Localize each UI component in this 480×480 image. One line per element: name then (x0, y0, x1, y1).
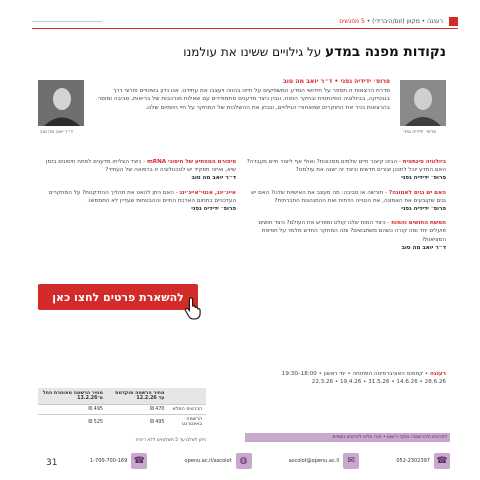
lecture-item: ביולוגיה סינתטית - הבינו קיצור חיים שלמים ממכונות? ואולי אף ליצור חיים מעבדה? האם המדע יוכל לתכנן יצורים חדשים וכיצד זה ישנה את עולמנו? פרופ׳ ידידיה גפני (246, 159, 446, 182)
price-table (38, 388, 206, 429)
page-title: נקודות מפנה במדע על גילויים ששינו את עולמנו (183, 44, 446, 60)
header-divider (32, 28, 458, 29)
photo-caption-left: ד״ר יואב מה טוב (40, 130, 73, 135)
globe-icon: ◍ (236, 453, 252, 469)
contact-footer (90, 452, 450, 470)
email-icon: ✉ (343, 453, 359, 469)
pointer-hand-icon (182, 296, 206, 320)
table-row: הרשמה באינטרנט 495 ₪ 525 ₪ (38, 415, 206, 430)
lectures-left-column (38, 158, 236, 219)
lecture-item: סיפורם המפתיע של חיסוני mRNA - כיצד הצליחו מדענים לפתח חיסונים בזמן שיא, ואיזה תפקיד יש לטכנולוגיה זו ברפואה של העתיד? ד״ר יואב מה טוב (46, 159, 236, 182)
lecturer-photo-right (400, 80, 446, 126)
payment-note: ניתן לשלם עד 5 תשלומים ללא ריבית (135, 438, 206, 443)
lecture-item: אייג׳ינג, אנטי־אייג׳ינג - האם ניתן להאט את תהליך ההזדקנות? על המחקרים העדכניים בתחום הארכת החיים וההבטחות שעדיין לא התממשו. פרופ׳ ידידיה גפני (48, 189, 236, 213)
lecture-item: חמשת החושים והמוח - כיצד המוח שלנו קולט ומפרש את העולם? כיצד חושים פועלים יחד ומה קורה כשהם משתבשים? ומה המחקר החדש מלמד על תפיסת המציאות? ד״ר יואב מה טוב (258, 220, 446, 251)
schedule: רעננה • קמפוס האוניברסיטה הפתוחה • ימי ראשון • 18:00–19:30 28.6.26 • 14.6.26 • 31.5.26 • 19.4.26 • 22.3.26 (281, 371, 446, 385)
accent-square (449, 17, 458, 26)
lecture-item: האם יש גנים לאמונה? - תורשה או סביבה: מה מעצב את האישיות שלנו? האם יש גנים שקובעים את האמונה, את הנטייה הדתית ואת ההתנהגות החברתית? פרופ׳ ידידיה גפני (251, 189, 446, 213)
lecturer-photo-left (38, 80, 84, 126)
lectures-right-column (246, 158, 446, 258)
phone-icon: ☎ (131, 453, 147, 469)
footer-phone-right[interactable]: ☎ 052-2302397 (396, 453, 450, 469)
footer-email[interactable]: ✉ ascolot@openu.ac.il (289, 453, 359, 469)
phone-icon: ☎ (434, 453, 450, 469)
breadcrumb-text: רעננה • מקוון (זום/היברידי) • 5 מפגשים (339, 17, 443, 25)
header-rule (32, 21, 102, 22)
leave-details-button[interactable]: להשארת פרטים לחצו כאן (38, 284, 198, 310)
intro-authors: פרופ׳ ידידיה גפני • ד״ר יואב מה טוב (282, 78, 390, 85)
table-header-row: מחיר הרשמה מוקדמת עד 12.2.26 מחיר הרשמה מאוחרת החל מ־13.2.26 (38, 388, 206, 405)
footer-phone-left[interactable]: ☎ 1-700-700-169 (90, 453, 147, 469)
footer-web[interactable]: ◍ openu.ac.il/ascolot (185, 453, 252, 469)
photo-caption-right: פרופ׳ ידידיה גפני (403, 130, 436, 135)
table-row: הכרטיס המלא 470 ₪ 495 ₪ (38, 405, 206, 415)
page-number: 31 (46, 458, 58, 468)
schedule-dates: 28.6.26 • 14.6.26 • 31.5.26 • 19.4.26 • 22.3.26 (311, 379, 446, 385)
intro-block (90, 78, 390, 112)
breadcrumb (32, 14, 458, 28)
intro-text: סדרת הרצאות זו תספר על חידושי המדע המשפיעים על חיינו בהווה ויעצבו את עתידנו. אנו נדון בשינויים פורצי דרך בגנטיקה, בביולוגיה הסינתטית ובחקר המוח, ונבין כיצד מדענים מתמודדים עם שאלות מורכבות של בריאות, סביבה ומוסר. בהרצאות נכיר את החוקרים שמאחורי הגילויים, ונבחן את ההשלכות של המחקר על חיי היומיום שלנו. (95, 87, 390, 111)
info-bar: לפרטים ולהרשמה: מוקד רישום • פנה אלינו לפרטים נוספים (245, 433, 450, 442)
